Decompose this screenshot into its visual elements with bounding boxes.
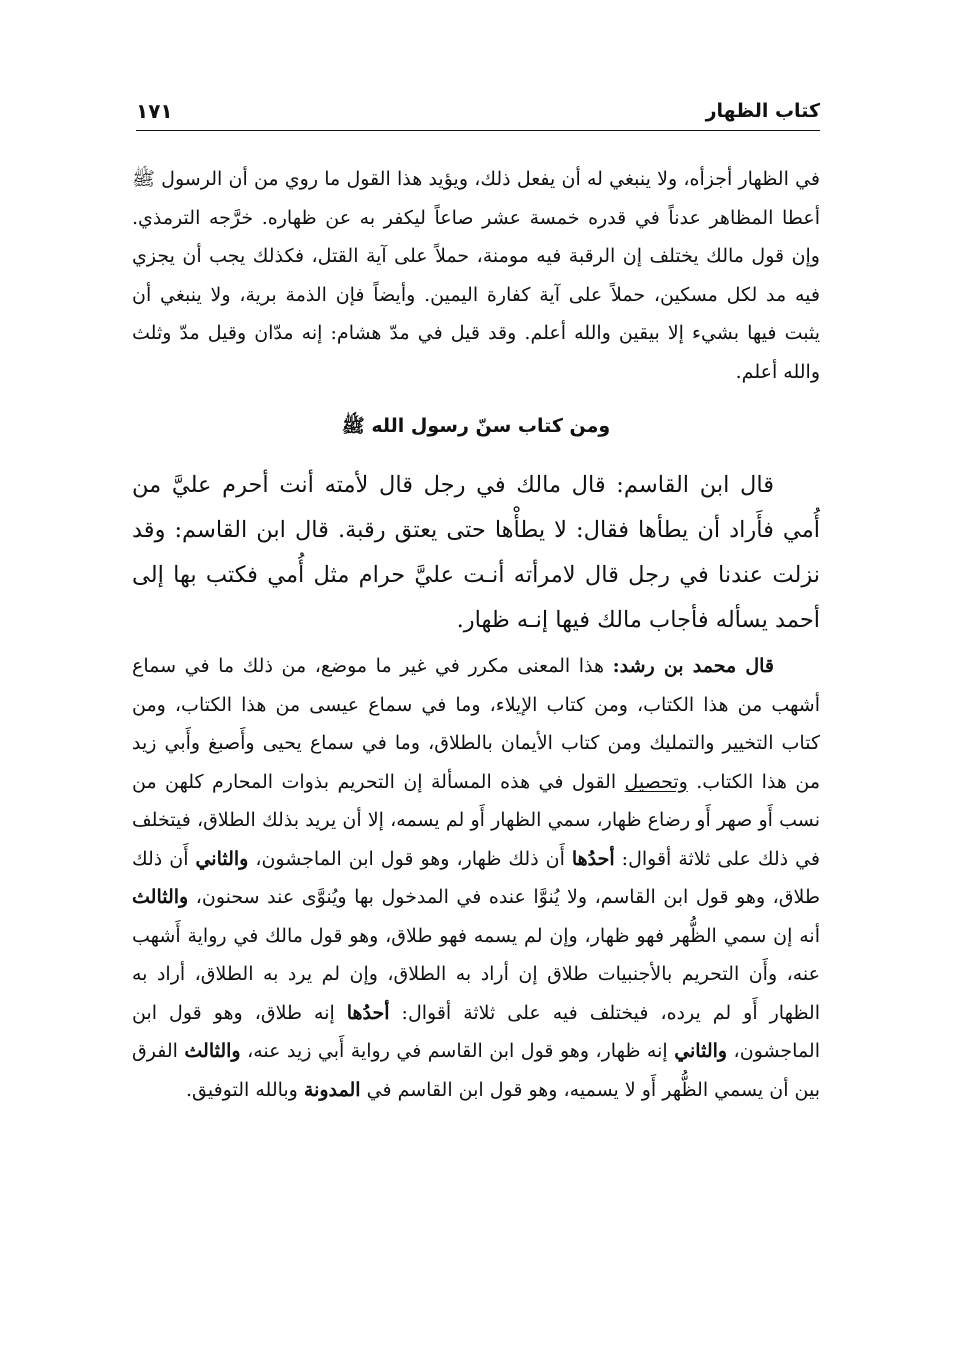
commentary-paragraph [132, 647, 820, 1109]
tahsil-term: وتحصيل [624, 770, 688, 793]
commentary-text-6: إنه طلاق، وهو قول ابن الماجشون، [132, 1001, 820, 1062]
first-opinion-label: أحدُها [571, 847, 615, 870]
third-opinion-label-2: والثالث [184, 1040, 241, 1062]
commentary-text-8: الفرق بين أن يسمي الظُّهر أَو لا يسميه، وهو قول ابن القاسم في [132, 1040, 820, 1101]
intro-paragraph: في الظهار أجزأه، ولا ينبغي له أن يفعل ذلك، ويؤيد هذا القول ما روي من أن الرسول ﷺ أعطا المظاهر عدناً في قدره خمسة عشر صاعاً ليكفر به عن ظهاره. خرَّجه الترمذي. وإن قول مالك يختلف إن الرقبة فيه مومنة، حملاً على آية القتل، فكذلك يجب أن يجزي فيه مد لكل مسكين، حملاً على آية كفارة اليمين. وأيضاً فإن الذمة برية، ولا ينبغي أن يثبت فيها بشيء إلا بيقين والله أعلم. وقد قيل في مدّ هشام: إنه مدّان وقيل مدّ وثلث والله أعلم. [132, 168, 820, 383]
commentary-text-4: أَن ذلك طلاق، وهو قول ابن القاسم، ولا يُنوَّا عنده في المدخول بها ويُنوَّى عند سحنون، [132, 847, 820, 908]
first-opinion-label-2: أحدُها [346, 1001, 390, 1024]
commentary-text-7: إنه ظهار، وهو قول ابن القاسم في رواية أَبي زيد عنه، [240, 1040, 675, 1062]
commentary-text-9: وبالله التوفيق. [185, 1078, 304, 1101]
third-opinion-label: والثالث [132, 886, 189, 908]
page-header [136, 96, 820, 131]
commentary-text-1: هذا المعنى مكرر في غير ما موضع، من ذلك ما في سماع أشهب من هذا الكتاب، ومن كتاب الإيلاء، وما في سماع عيسى من هذا الكتاب، ومن كتاب التخيير والتمليك ومن كتاب الأيمان بالطلاق، وما في سماع يحيى وأَصبغ وأَبي زيد من هذا الكتاب. [132, 655, 820, 793]
commentary-text-3: أَن ذلك ظهار، وهو قول ابن الماجشون، [248, 847, 572, 870]
section-heading: ومن كتاب سنّ رسول الله ﷺ [341, 415, 611, 437]
second-opinion-label-2: والثاني [674, 1040, 728, 1062]
commentary-text-2: القول في هذه المسألة إن التحريم بذوات المحارم كلهن من نسب أَو صهر أَو رضاع ظهار، سمي الظهار أَو لم يسمه، إلا أن يريد بذلك الطلاق، فيتخلف في ذلك على ثلاثة أقوال: [132, 770, 821, 870]
second-opinion-label: والثاني [195, 847, 249, 870]
commentary-text-5: أنه إن سمي الظُّهر فهو ظهار، وإن لم يسمه فهو طلاق، وهو قول مالك في رواية أَشهب عنه، وأَن التحريم بالأجنبيات طلاق إن أراد به الطلاق، وإن لم يرد به الطلاق، أراد به الظهار أَو لم يرده، فيختلف فيه على ثلاثة أقوال: [132, 924, 820, 1024]
book-title: كتاب الظهار [705, 100, 820, 122]
commentary-lead: قال محمد بن رشد: [612, 655, 774, 677]
page-number: ١٧١ [136, 99, 173, 123]
quote-paragraph: قال ابن القاسم: قال مالك في رجل قال لأمته أنت أحرم عليَّ من أُمي فأَراد أن يطأها فقال: لا يطأْها حتى يعتق رقبة. قال ابن القاسم: وقد نزلت عندنا في رجل قال لامرأته أنـت عليَّ حرام مثل أُمي فكتب بها إلى أحمد يسأله فأجاب مالك فيها إنـه ظهار. [132, 472, 820, 633]
page-content [132, 160, 820, 1109]
mudawwana-title: المدونة [303, 1078, 361, 1101]
